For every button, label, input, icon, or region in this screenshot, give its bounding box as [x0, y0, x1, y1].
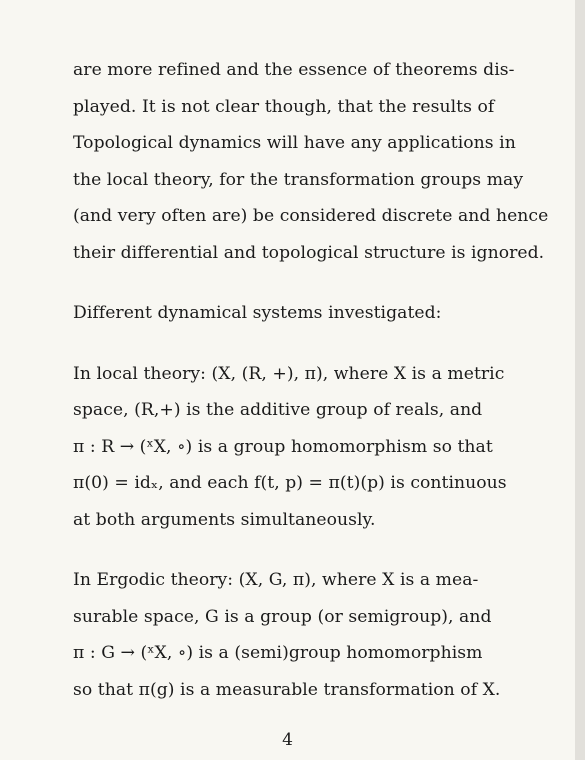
paragraph-local-theory: [73, 356, 545, 539]
paragraph-line: the local theory, for the transformation groups may: [73, 169, 524, 190]
paragraph-topological-dynamics: [73, 52, 549, 271]
page-content: [73, 52, 549, 708]
paragraph-systems-heading: [73, 295, 545, 332]
page-number: 4: [282, 730, 293, 750]
paragraph-line: space, (R,+) is the additive group of reals, and: [73, 400, 483, 420]
paragraph-line: (and very often are) be considered discrete and hence: [73, 206, 549, 226]
paragraph-line: their differential and topological structure is ignored.: [73, 242, 545, 263]
paragraph-line: at both arguments simultaneously.: [73, 509, 376, 530]
paragraph-line: are more refined and the essence of theorems dis-: [73, 60, 515, 80]
paragraph-line: In Ergodic theory: (X, G, π), where X is a mea-: [73, 570, 479, 590]
paragraph-line: played. It is not clear though, that the results of: [73, 96, 495, 117]
paragraph-line: so that π(g) is a measurable transformation of X.: [73, 679, 501, 700]
paragraph-line: π : G → (ˣX, ∘) is a (semi)group homomorphism: [73, 643, 483, 663]
paragraph-line: π : R → (ˣX, ∘) is a group homomorphism so that: [73, 436, 493, 457]
paragraph-line: Different dynamical systems investigated:: [73, 303, 442, 323]
paragraph-ergodic-theory: [73, 562, 545, 708]
paragraph-line: surable space, G is a group (or semigroup), and: [73, 606, 492, 627]
paragraph-line: π(0) = idₓ, and each f(t, p) = π(t)(p) is continuous: [73, 473, 507, 493]
paragraph-line: In local theory: (X, (R, +), π), where X is a metric: [73, 363, 505, 384]
paragraph-line: Topological dynamics will have any applications in: [73, 133, 516, 153]
